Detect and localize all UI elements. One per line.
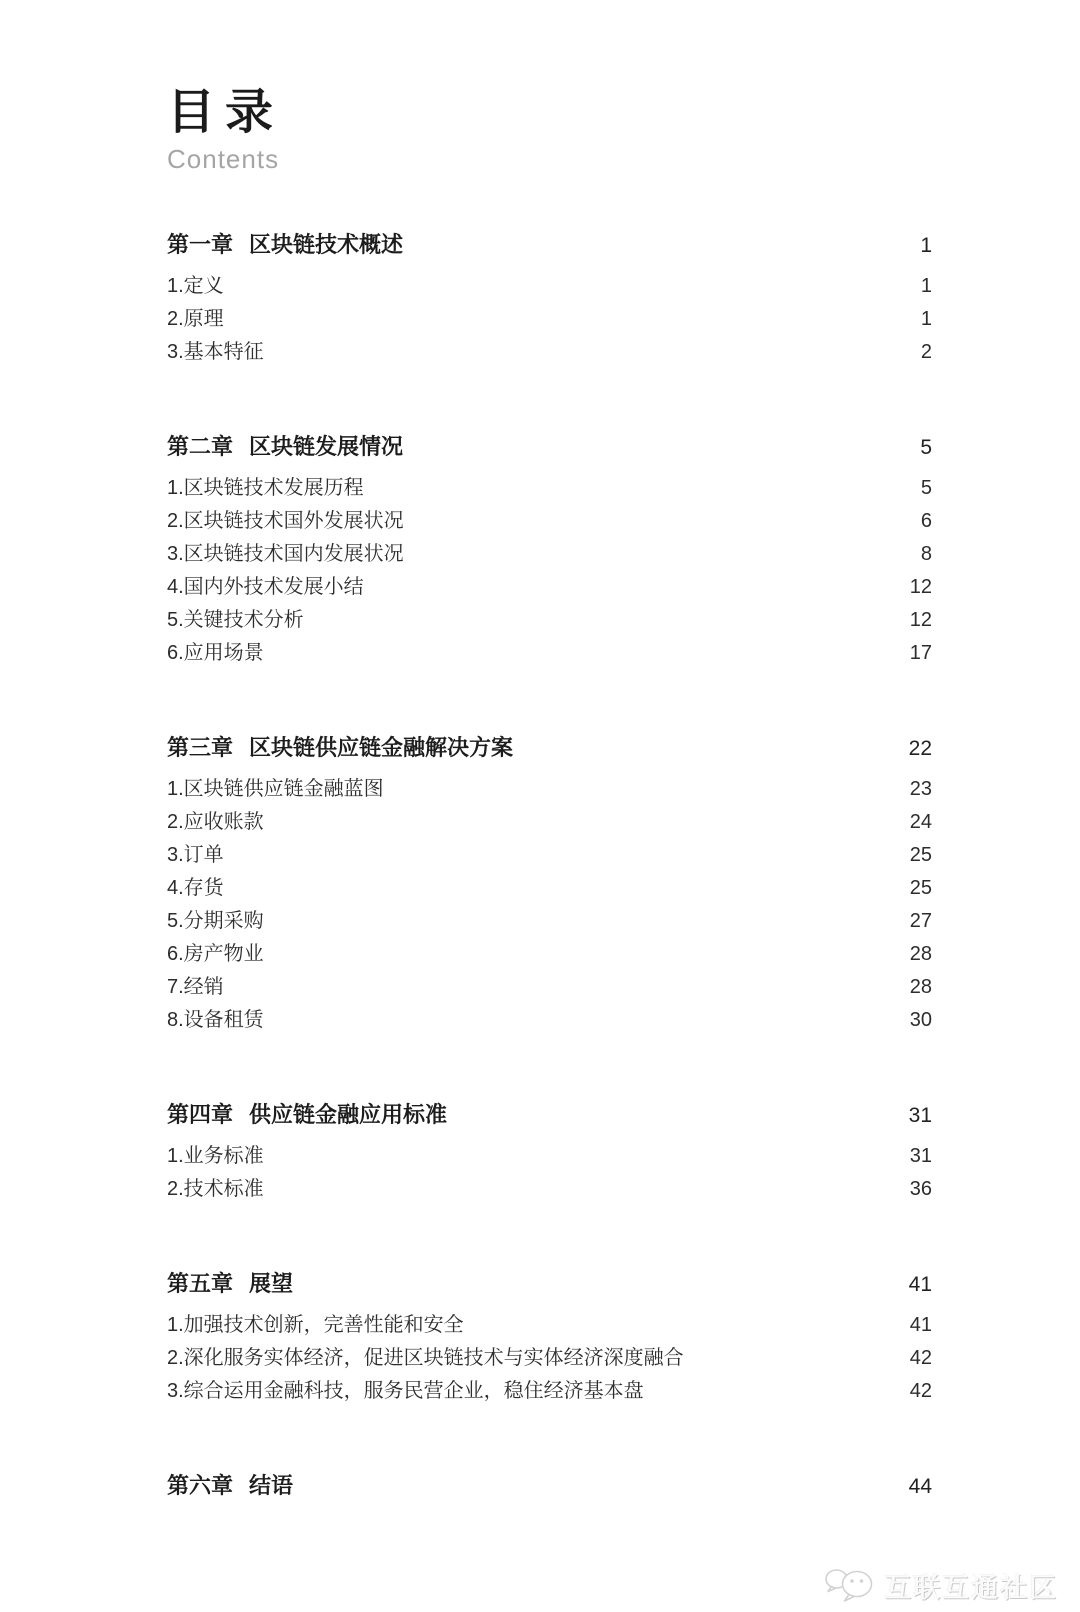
chapter-name: 区块链技术概述 [249, 232, 404, 258]
page-number: 41 [909, 1314, 932, 1337]
item-label: 7.经销 [167, 976, 224, 999]
toc-list [167, 225, 932, 1507]
page-number: 8 [920, 543, 932, 566]
chapter-title [167, 1095, 447, 1135]
page-number: 27 [909, 910, 932, 933]
toc-item-entry[interactable] [167, 472, 932, 505]
chapter-name: 区块链发展情况 [249, 434, 404, 460]
item-label: 4.国内外技术发展小结 [167, 576, 364, 599]
page-number: 6 [920, 510, 932, 533]
item-label: 5.分期采购 [167, 910, 264, 933]
toc-item-entry[interactable] [167, 1342, 932, 1375]
toc-item-entry[interactable] [167, 938, 932, 971]
page-number: 28 [909, 976, 932, 999]
toc-item-entry[interactable] [167, 806, 932, 839]
page-number: 42 [909, 1380, 932, 1403]
toc-chapter-entry[interactable] [167, 1095, 932, 1136]
item-label: 3.区块链技术国内发展状况 [167, 543, 404, 566]
chapter-title [167, 225, 403, 265]
toc-item-entry[interactable] [167, 905, 932, 938]
page-number: 1 [920, 275, 932, 298]
page-number: 30 [909, 1009, 932, 1032]
page-number: 12 [909, 609, 932, 632]
toc-chapter-entry[interactable] [167, 1466, 932, 1507]
watermark-label: 互联互通社区 [884, 1572, 1058, 1603]
toc-section-chapter-1 [167, 225, 932, 369]
page-number: 25 [909, 844, 932, 867]
page-number: 41 [908, 1273, 932, 1297]
item-label: 3.综合运用金融科技，服务民营企业，稳住经济基本盘 [167, 1380, 644, 1403]
page-number: 5 [920, 477, 932, 500]
item-label: 6.房产物业 [167, 943, 264, 966]
chapter-number: 第三章 [167, 735, 234, 761]
chapter-number: 第六章 [167, 1473, 234, 1499]
page-number: 23 [909, 778, 932, 801]
item-label: 1.加强技术创新，完善性能和安全 [167, 1314, 464, 1337]
page-number: 17 [909, 642, 932, 665]
item-label: 3.订单 [167, 844, 224, 867]
page-number: 36 [909, 1178, 932, 1201]
chapter-title [167, 728, 513, 768]
chapter-name: 供应链金融应用标准 [249, 1102, 448, 1128]
toc-item-entry[interactable] [167, 336, 932, 369]
page-number: 12 [909, 576, 932, 599]
watermark [824, 1564, 1058, 1606]
item-label: 1.区块链供应链金融蓝图 [167, 778, 384, 801]
toc-item-entry[interactable] [167, 1140, 932, 1173]
item-label: 2.技术标准 [167, 1178, 264, 1201]
page-subtitle: Contents [167, 143, 280, 174]
chapter-number: 第一章 [167, 232, 234, 258]
toc-page [0, 84, 1080, 1507]
page-number: 31 [909, 1145, 932, 1168]
toc-item-entry[interactable] [167, 872, 932, 905]
item-label: 2.区块链技术国外发展状况 [167, 510, 404, 533]
toc-item-entry[interactable] [167, 303, 932, 336]
toc-item-entry[interactable] [167, 637, 932, 670]
toc-item-entry[interactable] [167, 1004, 932, 1037]
chapter-title [167, 427, 403, 467]
toc-item-entry[interactable] [167, 604, 932, 637]
toc-item-entry[interactable] [167, 1375, 932, 1408]
toc-section-chapter-5 [167, 1264, 932, 1408]
chapter-title [167, 1466, 293, 1506]
item-label: 2.应收账款 [167, 811, 264, 834]
page-number: 1 [920, 308, 932, 331]
page-number: 22 [908, 737, 932, 761]
chapter-name: 展望 [249, 1271, 294, 1297]
toc-item-entry[interactable] [167, 971, 932, 1004]
chapter-number: 第五章 [167, 1271, 234, 1297]
toc-item-entry[interactable] [167, 270, 932, 303]
item-label: 6.应用场景 [167, 642, 264, 665]
wechat-bubbles-icon [824, 1564, 878, 1606]
toc-section-chapter-6 [167, 1466, 932, 1507]
toc-item-entry[interactable] [167, 571, 932, 604]
page-number: 24 [909, 811, 932, 834]
toc-item-entry[interactable] [167, 839, 932, 872]
item-label: 1.定义 [167, 275, 224, 298]
page-number: 1 [920, 234, 932, 258]
item-label: 1.业务标准 [167, 1145, 264, 1168]
toc-section-chapter-2 [167, 427, 932, 670]
chapter-number: 第二章 [167, 434, 234, 460]
page-number: 31 [908, 1104, 932, 1128]
item-label: 8.设备租赁 [167, 1009, 264, 1032]
toc-chapter-entry[interactable] [167, 225, 932, 266]
toc-item-entry[interactable] [167, 1173, 932, 1206]
item-label: 3.基本特征 [167, 341, 264, 364]
item-label: 5.关键技术分析 [167, 609, 304, 632]
page-number: 28 [909, 943, 932, 966]
toc-section-chapter-3 [167, 728, 932, 1037]
page-title: 目录 [167, 86, 284, 139]
toc-chapter-entry[interactable] [167, 728, 932, 769]
chapter-name: 区块链供应链金融解决方案 [249, 735, 514, 761]
chapter-title [167, 1264, 293, 1304]
item-label: 1.区块链技术发展历程 [167, 477, 364, 500]
item-label: 2.原理 [167, 308, 224, 331]
page-number: 44 [908, 1475, 932, 1499]
toc-item-entry[interactable] [167, 773, 932, 806]
page-number: 42 [909, 1347, 932, 1370]
toc-section-chapter-4 [167, 1095, 932, 1206]
page-number: 2 [920, 341, 932, 364]
page-number: 25 [909, 877, 932, 900]
toc-item-entry[interactable] [167, 538, 932, 571]
item-label: 2.深化服务实体经济，促进区块链技术与实体经济深度融合 [167, 1347, 684, 1370]
chapter-name: 结语 [249, 1473, 294, 1499]
page-number: 5 [920, 436, 932, 460]
toc-item-entry[interactable] [167, 1309, 932, 1342]
chapter-number: 第四章 [167, 1102, 234, 1128]
toc-chapter-entry[interactable] [167, 427, 932, 468]
toc-item-entry[interactable] [167, 505, 932, 538]
item-label: 4.存货 [167, 877, 224, 900]
toc-chapter-entry[interactable] [167, 1264, 932, 1305]
